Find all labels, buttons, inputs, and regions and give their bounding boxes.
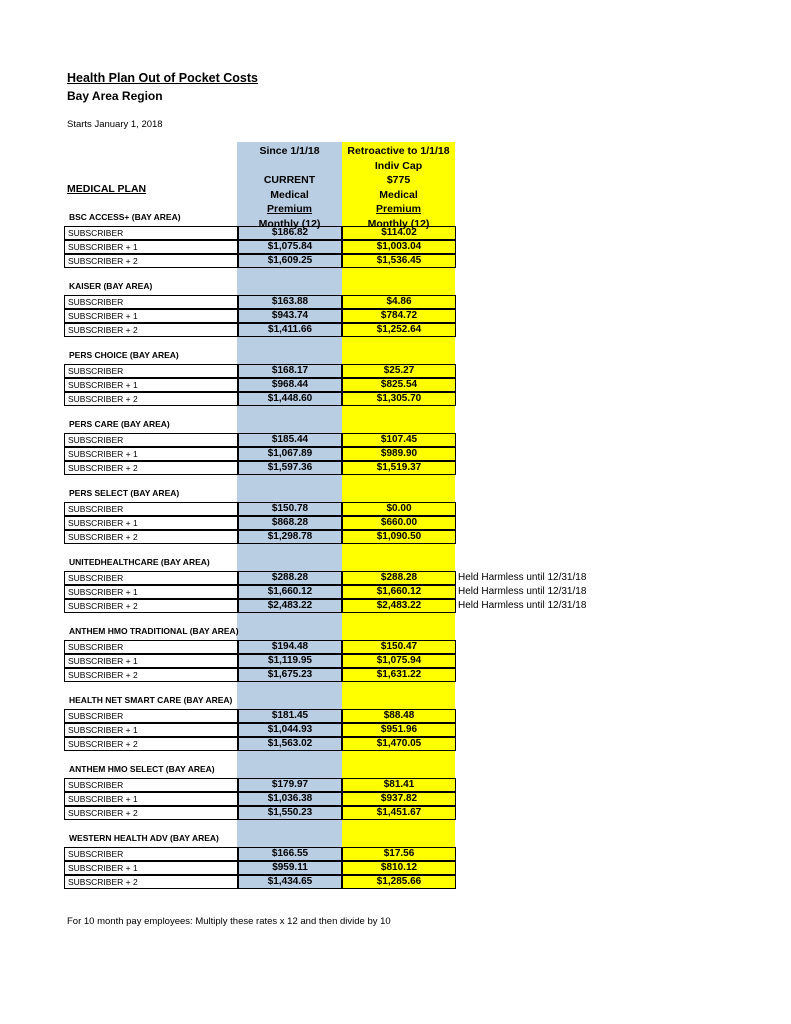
current-premium: $943.74: [238, 309, 342, 323]
current-premium: $1,298.78: [238, 530, 342, 544]
tier-label: SUBSCRIBER + 2: [64, 875, 238, 889]
current-premium: $1,036.38: [238, 792, 342, 806]
tier-label: SUBSCRIBER + 2: [64, 323, 238, 337]
current-premium: $868.28: [238, 516, 342, 530]
tier-label: SUBSCRIBER + 1: [64, 654, 238, 668]
current-premium: $181.45: [238, 709, 342, 723]
tier-label: SUBSCRIBER + 2: [64, 461, 238, 475]
retro-premium: $114.02: [342, 226, 456, 240]
tier-label: SUBSCRIBER + 1: [64, 723, 238, 737]
tier-label: SUBSCRIBER + 2: [64, 530, 238, 544]
current-premium: $194.48: [238, 640, 342, 654]
tier-label: SUBSCRIBER + 2: [64, 668, 238, 682]
current-header-line: Since 1/1/18: [259, 145, 320, 157]
table-row: [64, 309, 456, 323]
tier-label: SUBSCRIBER: [64, 847, 238, 861]
retro-premium: $1,252.64: [342, 323, 456, 337]
retro-header-line: Monthly (12): [367, 218, 430, 230]
table-row: [64, 378, 456, 392]
tier-label: SUBSCRIBER: [64, 640, 238, 654]
table-row: [64, 502, 456, 516]
tier-label: SUBSCRIBER + 2: [64, 254, 238, 268]
table-row: [64, 364, 456, 378]
current-premium: $1,563.02: [238, 737, 342, 751]
current-premium: $1,044.93: [238, 723, 342, 737]
plan-group-title: UNITEDHEALTHCARE (BAY AREA): [69, 557, 210, 567]
row-note: Held Harmless until 12/31/18: [458, 572, 587, 583]
retro-premium: $1,470.05: [342, 737, 456, 751]
current-premium: $1,550.23: [238, 806, 342, 820]
tier-label: SUBSCRIBER: [64, 778, 238, 792]
retro-premium: $88.48: [342, 709, 456, 723]
retro-premium: $989.90: [342, 447, 456, 461]
current-premium: $1,675.23: [238, 668, 342, 682]
table-row: [64, 861, 456, 875]
page-subtitle: Bay Area Region: [67, 89, 163, 103]
current-premium: $166.55: [238, 847, 342, 861]
current-premium: $968.44: [238, 378, 342, 392]
retro-premium: $0.00: [342, 502, 456, 516]
current-premium: $1,434.65: [238, 875, 342, 889]
tier-label: SUBSCRIBER: [64, 295, 238, 309]
plan-group-title: WESTERN HEALTH ADV (BAY AREA): [69, 833, 219, 843]
current-header-line: CURRENT: [263, 174, 316, 187]
tier-label: SUBSCRIBER + 2: [64, 806, 238, 820]
table-row: [64, 792, 456, 806]
footnote: For 10 month pay employees: Multiply these rates x 12 and then divide by 10: [67, 916, 391, 927]
tier-label: SUBSCRIBER + 1: [64, 585, 238, 599]
table-row: [64, 447, 456, 461]
current-premium: $1,448.60: [238, 392, 342, 406]
retro-premium: $1,631.22: [342, 668, 456, 682]
page-title: Health Plan Out of Pocket Costs: [67, 71, 259, 85]
retro-premium: $1,305.70: [342, 392, 456, 406]
table-row: [64, 806, 456, 820]
table-row: [64, 737, 456, 751]
table-row: [64, 847, 456, 861]
plan-group-title: ANTHEM HMO SELECT (BAY AREA): [69, 764, 215, 774]
current-premium: $168.17: [238, 364, 342, 378]
retro-premium: $1,075.94: [342, 654, 456, 668]
tier-label: SUBSCRIBER + 1: [64, 309, 238, 323]
retro-premium: $937.82: [342, 792, 456, 806]
retro-premium: $107.45: [342, 433, 456, 447]
table-row: [64, 668, 456, 682]
current-premium: $1,075.84: [238, 240, 342, 254]
retro-premium: $1,285.66: [342, 875, 456, 889]
table-row: [64, 640, 456, 654]
current-header-line: Monthly (12): [258, 218, 321, 230]
table-row: [64, 254, 456, 268]
current-premium: $1,067.89: [238, 447, 342, 461]
table-row: [64, 599, 587, 613]
tier-label: SUBSCRIBER: [64, 433, 238, 447]
table-row: [64, 654, 456, 668]
retro-header-line: Medical: [379, 188, 418, 201]
table-row: [64, 709, 456, 723]
plan-group-title: ANTHEM HMO TRADITIONAL (BAY AREA): [69, 626, 239, 636]
current-premium: $185.44: [238, 433, 342, 447]
tier-label: SUBSCRIBER + 1: [64, 447, 238, 461]
table-row: [64, 875, 456, 889]
current-premium: $1,609.25: [238, 254, 342, 268]
retro-premium: $17.56: [342, 847, 456, 861]
current-premium: $2,483.22: [238, 599, 342, 613]
tier-label: SUBSCRIBER + 1: [64, 861, 238, 875]
table-row: [64, 295, 456, 309]
retro-premium: $2,483.22: [342, 599, 456, 613]
retro-premium: $25.27: [342, 364, 456, 378]
retro-premium: $825.54: [342, 378, 456, 392]
table-row: [64, 433, 456, 447]
retro-header-line: Retroactive to 1/1/18: [347, 145, 450, 157]
current-header-line: Medical: [270, 188, 309, 201]
table-row: [64, 530, 456, 544]
plan-group-title: PERS CHOICE (BAY AREA): [69, 350, 179, 360]
table-row: [64, 240, 456, 254]
tier-label: SUBSCRIBER: [64, 571, 238, 585]
medical-plan-heading: MEDICAL PLAN: [67, 183, 147, 195]
table-row: [64, 461, 456, 475]
current-header-line: Premium: [267, 203, 312, 216]
table-row: [64, 323, 456, 337]
tier-label: SUBSCRIBER + 2: [64, 392, 238, 406]
retro-premium: $4.86: [342, 295, 456, 309]
plan-group-title: HEALTH NET SMART CARE (BAY AREA): [69, 695, 233, 705]
tier-label: SUBSCRIBER: [64, 502, 238, 516]
current-premium: $1,411.66: [238, 323, 342, 337]
table-row: [64, 585, 587, 599]
current-premium: $186.82: [238, 226, 342, 240]
retro-premium: $1,090.50: [342, 530, 456, 544]
retro-premium: $288.28: [342, 571, 456, 585]
tier-label: SUBSCRIBER: [64, 226, 238, 240]
tier-label: SUBSCRIBER + 1: [64, 240, 238, 254]
retro-premium: $1,451.67: [342, 806, 456, 820]
retro-premium: $1,660.12: [342, 585, 456, 599]
retro-header-line: $775: [386, 174, 411, 187]
current-premium: $1,119.95: [238, 654, 342, 668]
tier-label: SUBSCRIBER + 2: [64, 599, 238, 613]
retro-premium: $150.47: [342, 640, 456, 654]
retro-premium: $660.00: [342, 516, 456, 530]
retro-premium: $1,536.45: [342, 254, 456, 268]
row-note: Held Harmless until 12/31/18: [458, 586, 587, 597]
tier-label: SUBSCRIBER: [64, 364, 238, 378]
tier-label: SUBSCRIBER: [64, 709, 238, 723]
current-premium: $150.78: [238, 502, 342, 516]
current-premium: $163.88: [238, 295, 342, 309]
retro-header-line: Premium: [376, 203, 421, 216]
tier-label: SUBSCRIBER + 1: [64, 378, 238, 392]
plan-group-title: KAISER (BAY AREA): [69, 281, 153, 291]
table-row: [64, 516, 456, 530]
start-date: Starts January 1, 2018: [67, 119, 163, 130]
tier-label: SUBSCRIBER + 1: [64, 792, 238, 806]
retro-premium: $1,519.37: [342, 461, 456, 475]
tier-label: SUBSCRIBER + 1: [64, 516, 238, 530]
retro-header-line: Indiv Cap: [374, 159, 423, 172]
retro-premium: $951.96: [342, 723, 456, 737]
plan-group-title: BSC ACCESS+ (BAY AREA): [69, 212, 181, 222]
tier-label: SUBSCRIBER + 2: [64, 737, 238, 751]
current-premium: $1,597.36: [238, 461, 342, 475]
table-row: [64, 778, 456, 792]
current-premium: $959.11: [238, 861, 342, 875]
retro-premium: $81.41: [342, 778, 456, 792]
retro-premium: $1,003.04: [342, 240, 456, 254]
table-row: [64, 723, 456, 737]
table-row: [64, 571, 587, 585]
current-premium: $179.97: [238, 778, 342, 792]
current-premium: $288.28: [238, 571, 342, 585]
table-row: [64, 226, 456, 240]
retro-premium: $810.12: [342, 861, 456, 875]
retro-premium: $784.72: [342, 309, 456, 323]
plan-group-title: PERS CARE (BAY AREA): [69, 419, 170, 429]
row-note: Held Harmless until 12/31/18: [458, 600, 587, 611]
current-premium: $1,660.12: [238, 585, 342, 599]
table-row: [64, 392, 456, 406]
plan-group-title: PERS SELECT (BAY AREA): [69, 488, 180, 498]
